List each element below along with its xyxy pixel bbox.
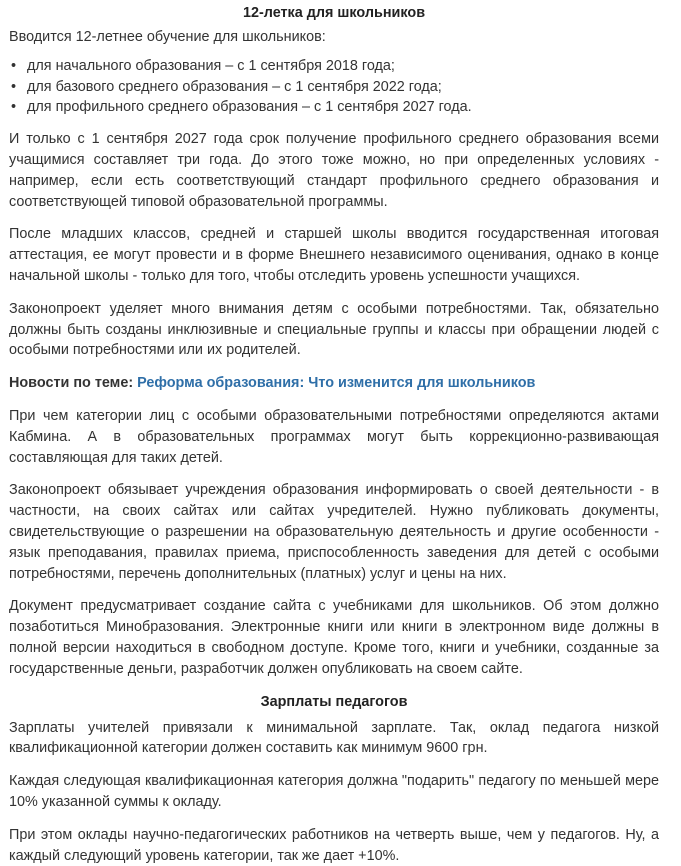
paragraph: Законопроект обязывает учреждения образования информировать о своей деятельности - в частности, на своих сайтах или сайтах учредителей. Нужно публиковать документы, свидетельствующие о разрешении на образовательную деятельность и другие особенности - язык преподавания, правилах приема, приспособленность заведения для детей с особыми потребностями, перечень дополнительных (платных) услуг и цены на них. (9, 482, 659, 582)
list-item (9, 77, 659, 98)
list-item-text: для профильного среднего образования – с 1 сентября 2027 года. (27, 99, 472, 116)
paragraph: Документ предусматривает создание сайта с учебниками для школьников. Об этом должно позаботиться Минобразования. Электронные книги или книги в электронном виде должны в полной версии находиться в свободном доступе. Кроме того, книги и учебники, созданные за государственные деньги, разработчик должен опубликовать на своем сайте. (9, 598, 659, 677)
bullet-icon: • (11, 78, 17, 95)
paragraph: Зарплаты учителей привязали к минимальной зарплате. Так, оклад педагога низкой квалификационной категории должен составить как минимум 9600 грн. (9, 719, 659, 757)
paragraph: При чем категории лиц с особыми образовательными потребностями определяются актами Кабмина. А в образовательных программах могут быть коррекционно-развивающая составляющая для таких детей. (9, 407, 659, 466)
paragraph: При этом оклады научно-педагогических работников на четверть выше, чем у педагогов. Ну, а каждый следующий уровень категории, так же дает +10%. (9, 826, 659, 864)
related-news-link[interactable]: Реформа образования: Что изменится для школьников (137, 375, 536, 392)
paragraph: Каждая следующая квалификационная категория должна "подарить" педагогу по меньшей мере 10% указанной суммы к окладу. (9, 773, 659, 810)
related-news (9, 373, 659, 394)
list-item (9, 56, 659, 77)
paragraph: И только с 1 сентября 2027 года срок получение профильного среднего образования всеми учащимися составляет три года. До этого тоже можно, но при определенных условиях - например, если есть соответствующий стандарт профильного среднего образования и соответствующей типовой образовательной программы. (9, 131, 659, 210)
section-heading: 12-летка для школьников (242, 5, 426, 21)
intro-paragraph: Вводится 12-летнее обучение для школьников: (9, 29, 326, 45)
bullet-icon: • (11, 57, 17, 74)
related-news-label: Новости по теме: (9, 375, 134, 392)
list-item-text: для начального образования – с 1 сентября 2018 года; (27, 57, 395, 74)
bullet-list (9, 56, 659, 118)
paragraph: После младших классов, средней и старшей школы вводится государственная итоговая аттестация, ее могут провести и в форме Внешнего независимого оценивания, однако в конце начальной школы - только для того, чтобы отследить уровень успешности учащихся. (9, 226, 659, 284)
list-item (9, 97, 659, 118)
paragraph: Законопроект уделяет много внимания детям с особыми потребностями. Так, обязательно должны быть созданы инклюзивные и специальные группы и классы при обращении людей с особыми потребностями или их родителей. (9, 300, 659, 359)
section-heading: Зарплаты педагогов (260, 693, 408, 710)
bullet-icon: • (11, 99, 17, 116)
list-item-text: для базового среднего образования – с 1 сентября 2022 года; (27, 78, 442, 95)
